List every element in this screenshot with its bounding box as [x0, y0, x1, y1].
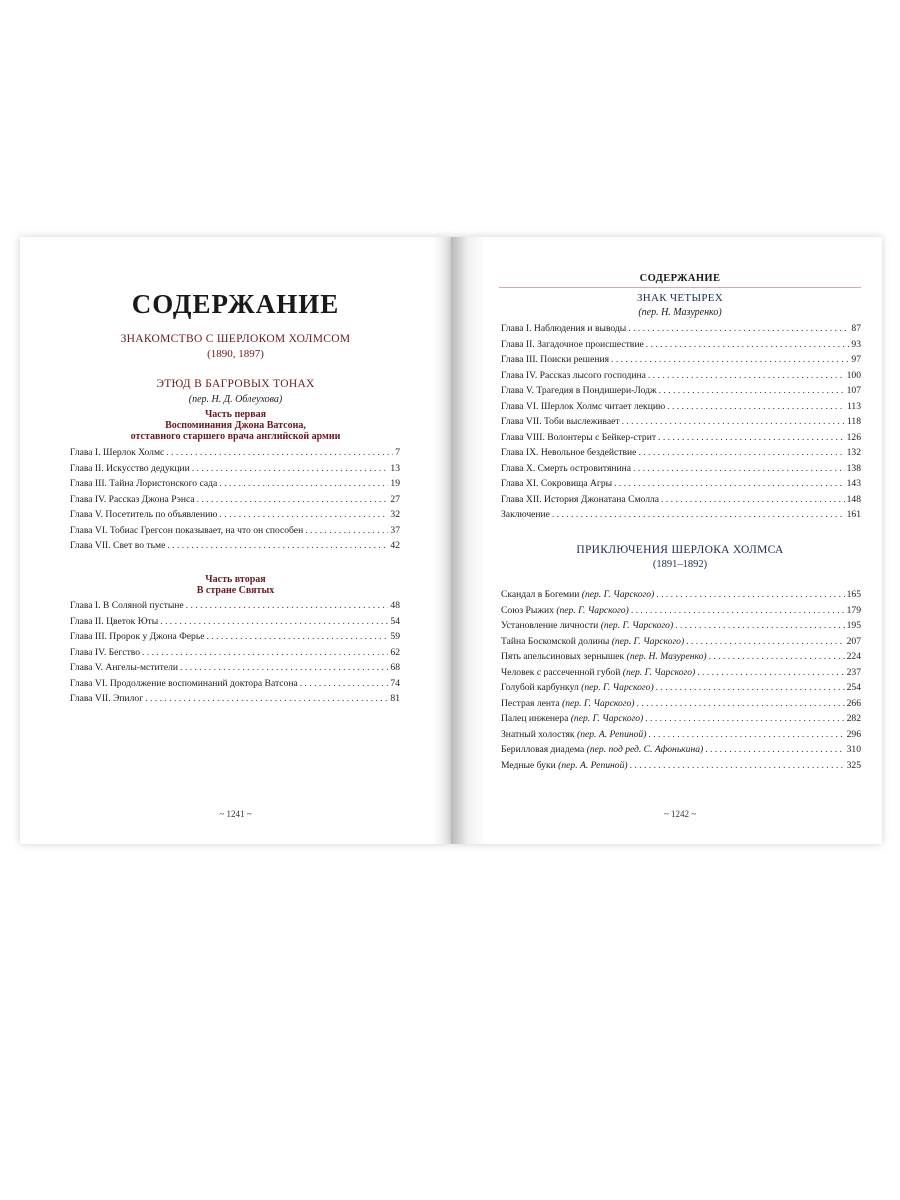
toc-entry-label: Глава VI. Продолжение воспоминаний доктора Ватсона	[70, 677, 298, 689]
page-title: СОДЕРЖАНИЕ	[131, 289, 340, 319]
toc-entry-label: Глава III. Поиски решения	[501, 354, 610, 365]
toc-entry-label: Глава XI. Сокровища Агры	[501, 478, 613, 489]
toc-entry-page: 42	[390, 540, 400, 551]
toc-entry[interactable]	[501, 476, 861, 492]
toc-entry[interactable]	[501, 696, 861, 712]
toc-entry-label: Тайна Боскомской долины	[501, 635, 610, 647]
toc-entry-page: 195	[846, 620, 861, 631]
work-title: ЭТЮД В БАГРОВЫХ ТОНАХ	[156, 378, 315, 390]
toc-entry-label: Глава VI. Тобиас Грегсон показывает, на что он способен	[70, 524, 304, 536]
right-page	[451, 237, 882, 844]
toc-entry-translator: (пер. Г. Чарского)	[581, 589, 655, 600]
toc-entry-label: Глава I. Наблюдения и выводы	[501, 323, 627, 334]
toc-entry-label: Глава II. Искусство дедукции	[70, 462, 190, 474]
toc-entry[interactable]	[70, 507, 400, 523]
toc-entry-page: 148	[846, 493, 861, 505]
toc-entry-page: 97	[851, 354, 861, 365]
toc-entry-page: 179	[846, 604, 861, 616]
toc-entry[interactable]	[501, 430, 861, 446]
toc-entry-page: 32	[390, 509, 400, 520]
toc-list-sign-of-four	[501, 321, 861, 523]
toc-entry-label: Глава V. Посетитель по объявлению	[70, 509, 218, 520]
toc-entry-label: Глава IV. Бегство	[70, 646, 141, 658]
toc-entry[interactable]	[501, 711, 861, 727]
toc-entry-page: 93	[851, 338, 861, 350]
toc-entry[interactable]	[501, 337, 861, 353]
toc-entry-label: Скандал в Богемии	[501, 589, 580, 600]
toc-entry-translator: (пер. Г. Чарского)	[622, 666, 696, 678]
toc-entry-label: Глава II. Цветок Юты	[70, 615, 159, 627]
toc-entry-page: 118	[846, 416, 861, 427]
toc-entry[interactable]	[501, 414, 861, 430]
toc-entry-translator: (пер. А. Репиной)	[577, 728, 647, 740]
work-translator: (пер. Н. Д. Облеухова)	[188, 394, 283, 405]
toc-entry-page: 59	[390, 631, 400, 642]
toc-entry-translator: (пер. под ред. С. Афонькина)	[586, 744, 704, 755]
toc-entry[interactable]	[70, 614, 400, 630]
section-title: ЗНАКОМСТВО С ШЕРЛОКОМ ХОЛМСОМ	[120, 333, 351, 345]
gutter-shadow	[451, 237, 485, 844]
toc-entry-page: 325	[846, 759, 861, 771]
toc-entry[interactable]	[501, 634, 861, 650]
toc-entry-page: 132	[846, 447, 861, 458]
toc-entry-page: 37	[390, 524, 400, 536]
toc-entry-translator: (пер. А. Репиной)	[558, 759, 628, 771]
toc-entry-translator: (пер. Г. Чарского)	[570, 713, 644, 724]
toc-list-part1	[70, 445, 400, 554]
toc-entry-page: 224	[846, 651, 861, 662]
toc-entry[interactable]	[501, 603, 861, 619]
header-rule	[499, 287, 861, 288]
toc-entry-label: Заключение	[501, 509, 550, 520]
toc-entry-label: Человек с рассеченной губой	[501, 666, 621, 678]
toc-entry-label: Глава VIII. Волонтеры с Бейкер-стрит	[501, 431, 657, 443]
part2-subtitle: В стране Святых	[196, 585, 275, 596]
toc-entry-page: 143	[846, 478, 861, 489]
toc-entry-label: Глава IV. Рассказ лысого господина	[501, 369, 646, 381]
toc-entry[interactable]	[501, 587, 861, 603]
toc-entry[interactable]	[501, 383, 861, 399]
toc-entry-translator: (пер. Г. Чарского)	[600, 620, 674, 631]
toc-entry[interactable]	[501, 680, 861, 696]
toc-entry-page: 100	[846, 369, 861, 381]
toc-entry-page: 266	[846, 697, 861, 709]
toc-entry-label: Союз Рыжих	[501, 604, 554, 616]
book-spread	[20, 237, 882, 844]
left-page	[20, 237, 451, 844]
toc-entry[interactable]	[501, 399, 861, 415]
toc-entry-label: Глава V. Ангелы-мстители	[70, 662, 179, 673]
toc-entry-label: Глава XII. История Джонатана Смолла	[501, 493, 660, 505]
toc-entry-label: Медные буки	[501, 759, 556, 771]
toc-entry[interactable]	[70, 476, 400, 492]
toc-entry-page: 54	[390, 615, 400, 627]
toc-entry-page: 62	[390, 646, 400, 658]
toc-entry[interactable]	[501, 507, 861, 523]
toc-entry[interactable]	[70, 598, 400, 614]
toc-entry-label: Глава V. Трагедия в Пондишери-Лодж	[501, 385, 657, 396]
toc-entry-label: Пестрая лента	[501, 697, 560, 709]
section-title: ПРИКЛЮЧЕНИЯ ШЕРЛОКА ХОЛМСА	[576, 544, 784, 556]
toc-entry[interactable]	[70, 538, 400, 554]
toc-entry-page: 13	[390, 462, 400, 474]
toc-entry[interactable]	[501, 758, 861, 774]
toc-entry-label: Глава III. Пророк у Джона Ферье	[70, 631, 205, 642]
toc-entry-page: 237	[846, 666, 861, 678]
toc-entry-page: 296	[846, 728, 861, 740]
work-translator: (пер. Н. Мазуренко)	[638, 307, 722, 318]
toc-entry-page: 165	[846, 589, 861, 600]
toc-entry[interactable]	[501, 649, 861, 665]
part1-subtitle: отставного старшего врача английской армии	[130, 431, 341, 442]
toc-entry-translator: (пер. Г. Чарского)	[562, 697, 635, 709]
toc-entry-page: 207	[846, 635, 861, 647]
toc-entry[interactable]	[501, 618, 861, 634]
toc-entry[interactable]	[501, 492, 861, 508]
toc-entry-page: 254	[846, 682, 861, 693]
toc-entry-label: Знатный холостяк	[501, 728, 575, 740]
toc-entry-translator: (пер. Г. Чарского)	[611, 635, 685, 647]
toc-entry-label: Глава VII. Тоби выслеживает	[501, 416, 620, 427]
part2-title: Часть вторая	[205, 574, 266, 585]
toc-entry[interactable]	[70, 676, 400, 692]
toc-entry-translator: (пер. Г. Чарского)	[581, 682, 654, 693]
toc-entry[interactable]	[501, 727, 861, 743]
toc-entry-page: 282	[846, 713, 861, 724]
toc-entry-page: 27	[390, 493, 400, 505]
toc-entry[interactable]	[501, 445, 861, 461]
toc-entry-label: Берилловая диадема	[501, 744, 585, 755]
toc-entry[interactable]	[501, 352, 861, 368]
toc-entry-page: 81	[390, 693, 400, 704]
toc-entry-page: 113	[846, 400, 861, 412]
toc-entry[interactable]	[70, 492, 400, 508]
toc-entry-label: Глава I. Шерлок Холмс	[70, 447, 165, 458]
toc-entry-page: 68	[390, 662, 400, 673]
toc-entry-page: 161	[846, 509, 861, 520]
toc-entry-label: Глава I. В Соляной пустыне	[70, 600, 184, 611]
gutter-shadow	[433, 237, 451, 844]
toc-entry-label: Глава III. Тайна Лористонского сада	[70, 478, 218, 489]
toc-entry-label: Пять апельсиновых зернышек	[501, 651, 625, 662]
toc-entry[interactable]	[501, 368, 861, 384]
toc-entry-page: 107	[846, 385, 861, 396]
toc-entry-page: 7	[395, 447, 400, 458]
toc-entry-page: 310	[846, 744, 861, 755]
toc-list-adventures	[501, 587, 861, 773]
toc-entry-label: Глава VII. Эпилог	[70, 693, 144, 704]
work-title: ЗНАК ЧЕТЫРЕХ	[636, 292, 724, 304]
toc-list-part2	[70, 598, 400, 707]
toc-entry[interactable]	[501, 665, 861, 681]
toc-entry-page: 19	[390, 478, 400, 489]
toc-entry-page: 87	[851, 323, 861, 334]
toc-entry[interactable]	[501, 742, 861, 758]
toc-entry[interactable]	[501, 461, 861, 477]
toc-entry[interactable]	[70, 461, 400, 477]
toc-entry[interactable]	[70, 660, 400, 676]
toc-entry[interactable]	[70, 645, 400, 661]
toc-entry-page: 74	[390, 677, 400, 689]
toc-entry[interactable]	[70, 691, 400, 707]
toc-entry-translator: (пер. Н. Мазуренко)	[626, 651, 707, 662]
toc-entry-label: Глава VII. Свет во тьме	[70, 540, 166, 551]
page-number: ~ 1241 ~	[219, 809, 252, 819]
toc-entry-translator: (пер. Г. Чарского)	[556, 604, 629, 616]
toc-entry-label: Глава VI. Шерлок Холмс читает лекцию	[501, 400, 666, 412]
toc-entry-page: 138	[846, 462, 861, 474]
toc-entry[interactable]	[70, 523, 400, 539]
part1-title: Часть первая	[204, 409, 267, 420]
running-head: СОДЕРЖАНИЕ	[639, 273, 721, 284]
toc-entry[interactable]	[70, 445, 400, 461]
toc-entry-page: 48	[390, 600, 400, 611]
toc-entry-label: Глава X. Смерть островитянина	[501, 462, 632, 474]
section-years: (1890, 1897)	[207, 348, 264, 360]
toc-entry-label: Голубой карбункул	[501, 682, 579, 693]
toc-entry-label: Установление личности	[501, 620, 599, 631]
toc-entry-label: Глава IX. Невольное бездействие	[501, 447, 637, 458]
toc-entry[interactable]	[70, 629, 400, 645]
toc-entry[interactable]	[501, 321, 861, 337]
part1-subtitle: Воспоминания Джона Ватсона,	[165, 420, 306, 431]
section-years: (1891–1892)	[652, 559, 708, 570]
toc-entry-label: Глава II. Загадочное происшествие	[501, 338, 644, 350]
toc-entry-label: Глава IV. Рассказ Джона Рэнса	[70, 493, 195, 505]
toc-entry-page: 126	[846, 431, 861, 443]
toc-entry-label: Палец инженера	[501, 713, 569, 724]
page-number: ~ 1242 ~	[663, 809, 697, 819]
